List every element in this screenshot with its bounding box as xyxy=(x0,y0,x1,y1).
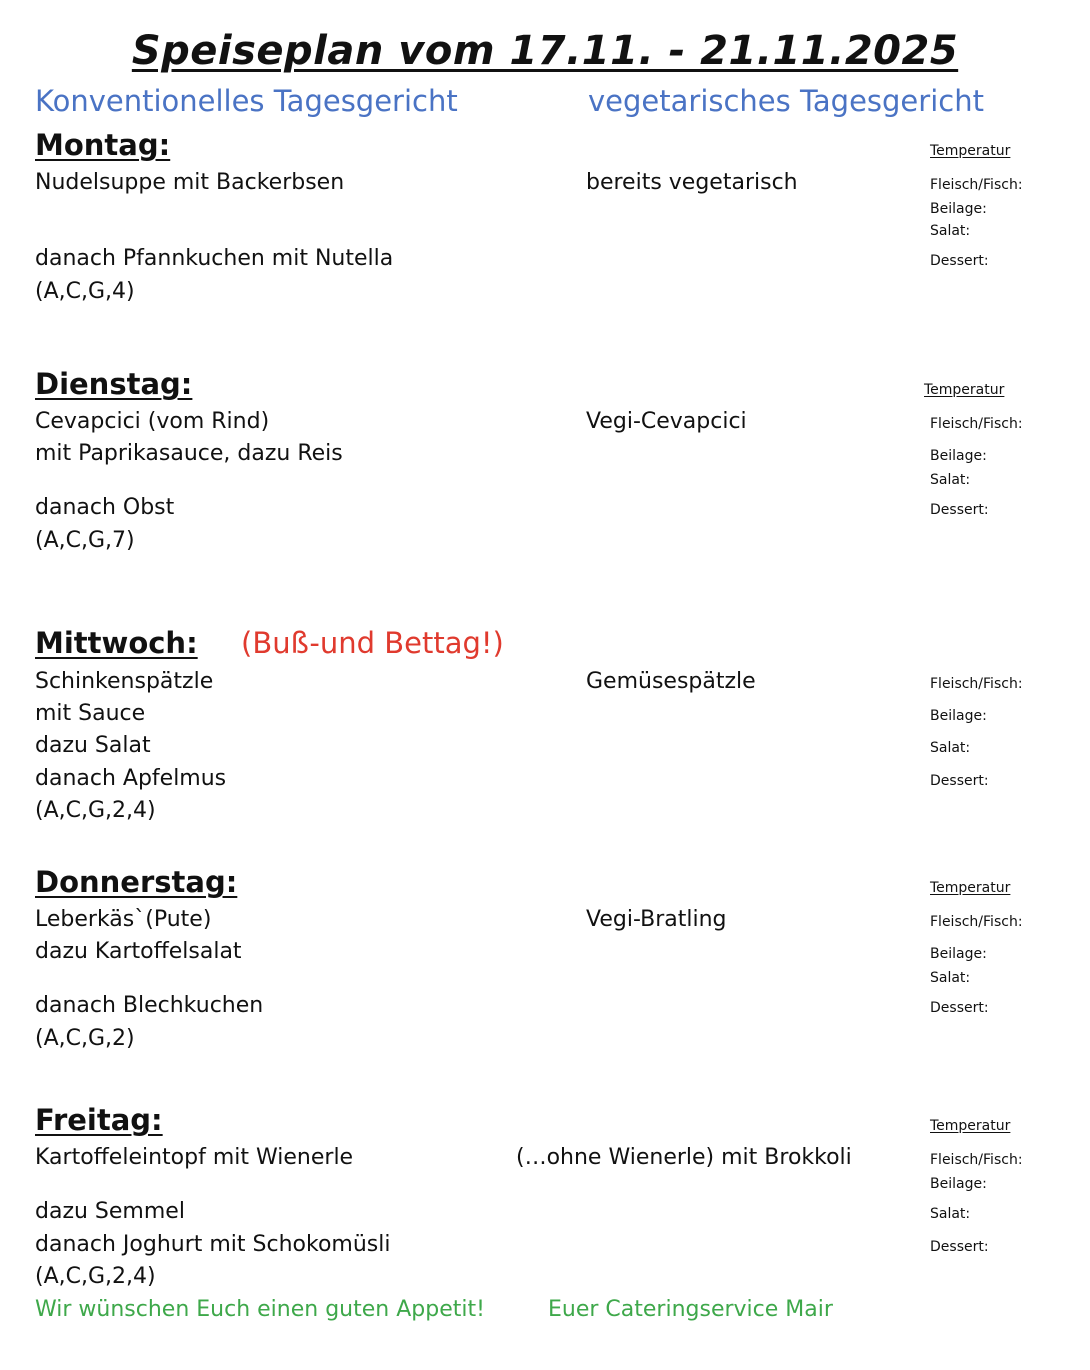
menu-line: danach Joghurt mit Schokomüsli xyxy=(35,1232,391,1257)
allergen-codes: (A,C,G,2,4) xyxy=(35,1264,156,1289)
vegetarian-column-header: vegetarisches Tagesgericht xyxy=(588,84,984,118)
day-heading-tuesday: Dienstag: xyxy=(35,367,193,401)
page-title: Speiseplan vom 17.11. - 21.11.2025 xyxy=(131,28,959,74)
day-heading-friday: Freitag: xyxy=(35,1103,163,1137)
vegetarian-dish: bereits vegetarisch xyxy=(586,170,798,195)
temperature-label: Temperatur xyxy=(930,880,1011,896)
side-label: Beilage: xyxy=(930,448,987,464)
allergen-codes: (A,C,G,7) xyxy=(35,528,135,553)
side-label: Beilage: xyxy=(930,708,987,724)
meat-fish-label: Fleisch/Fisch: xyxy=(930,676,1023,692)
menu-line: dazu Salat xyxy=(35,733,151,758)
vegetarian-dish: (…ohne Wienerle) mit Brokkoli xyxy=(516,1145,852,1170)
salad-label: Salat: xyxy=(930,1206,971,1222)
salad-label: Salat: xyxy=(930,970,971,986)
footer-signature: Euer Cateringservice Mair xyxy=(548,1297,833,1322)
dessert-label: Dessert: xyxy=(930,773,989,789)
temperature-label: Temperatur xyxy=(930,1118,1011,1134)
salad-label: Salat: xyxy=(930,223,971,239)
side-label: Beilage: xyxy=(930,946,987,962)
dessert-label: Dessert: xyxy=(930,253,989,269)
meat-fish-label: Fleisch/Fisch: xyxy=(930,416,1023,432)
vegetarian-dish: Vegi-Bratling xyxy=(586,907,727,932)
menu-line: danach Obst xyxy=(35,495,175,520)
salad-label: Salat: xyxy=(930,740,971,756)
dessert-label: Dessert: xyxy=(930,1239,989,1255)
menu-line: dazu Semmel xyxy=(35,1199,185,1224)
vegetarian-dish: Gemüsespätzle xyxy=(586,669,756,694)
dessert-label: Dessert: xyxy=(930,502,989,518)
allergen-codes: (A,C,G,2,4) xyxy=(35,798,156,823)
allergen-codes: (A,C,G,4) xyxy=(35,279,135,304)
menu-line: danach Apfelmus xyxy=(35,766,227,791)
temperature-label: Temperatur xyxy=(930,143,1011,159)
side-label: Beilage: xyxy=(930,201,987,217)
meat-fish-label: Fleisch/Fisch: xyxy=(930,914,1023,930)
salad-label: Salat: xyxy=(930,472,971,488)
day-heading-wednesday: Mittwoch: xyxy=(35,626,198,660)
vegetarian-dish: Vegi-Cevapcici xyxy=(586,409,747,434)
holiday-note: (Buß-und Bettag!) xyxy=(241,626,504,660)
meat-fish-label: Fleisch/Fisch: xyxy=(930,1152,1023,1168)
menu-line: dazu Kartoffelsalat xyxy=(35,939,242,964)
menu-line: Nudelsuppe mit Backerbsen xyxy=(35,170,345,195)
conventional-column-header: Konventionelles Tagesgericht xyxy=(35,84,458,118)
meat-fish-label: Fleisch/Fisch: xyxy=(930,177,1023,193)
menu-line: Cevapcici (vom Rind) xyxy=(35,409,270,434)
menu-line: mit Paprikasauce, dazu Reis xyxy=(35,441,343,466)
menu-line: Schinkenspätzle xyxy=(35,669,214,694)
allergen-codes: (A,C,G,2) xyxy=(35,1026,135,1051)
menu-line: mit Sauce xyxy=(35,701,146,726)
menu-line: danach Pfannkuchen mit Nutella xyxy=(35,246,394,271)
menu-line: Leberkäs`(Pute) xyxy=(35,907,212,932)
side-label: Beilage: xyxy=(930,1176,987,1192)
temperature-label: Temperatur xyxy=(924,382,1005,398)
menu-line: Kartoffeleintopf mit Wienerle xyxy=(35,1145,354,1170)
day-heading-monday: Montag: xyxy=(35,128,171,162)
menu-line: danach Blechkuchen xyxy=(35,993,264,1018)
footer-greeting: Wir wünschen Euch einen guten Appetit! xyxy=(35,1297,485,1322)
dessert-label: Dessert: xyxy=(930,1000,989,1016)
day-heading-thursday: Donnerstag: xyxy=(35,865,238,899)
